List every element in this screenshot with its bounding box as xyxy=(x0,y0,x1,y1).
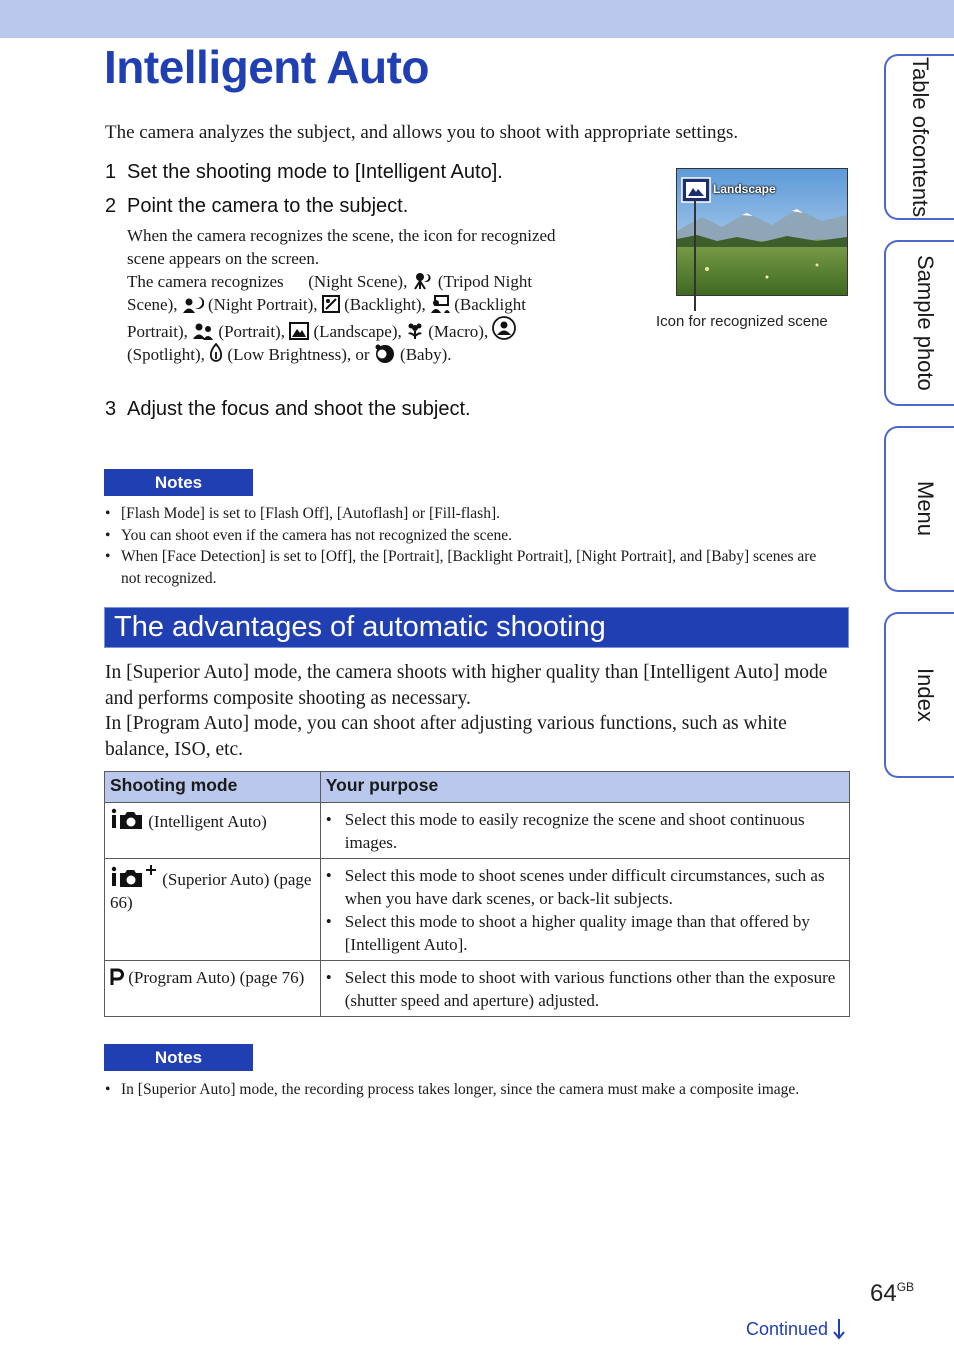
notes-badge: Notes xyxy=(104,469,253,496)
spotlight-icon xyxy=(492,316,516,340)
tab-label-line: contents xyxy=(908,133,933,218)
tripod-night-scene-icon xyxy=(412,272,434,290)
continued-link[interactable] xyxy=(746,1318,845,1340)
intelligent-auto-icon xyxy=(110,808,144,830)
recognition-explanation: When the camera recognizes the scene, the icon for recognized scene appears on the screen. xyxy=(127,226,556,268)
notes-list xyxy=(105,1079,835,1101)
mode-cell xyxy=(105,803,321,859)
mode-label: (Intelligent Auto) xyxy=(148,812,267,831)
tab-table-of-contents[interactable] xyxy=(884,54,954,220)
tab-menu[interactable] xyxy=(884,426,954,592)
tab-label xyxy=(886,56,954,218)
page-suffix: GB xyxy=(896,1280,915,1294)
backlight-portrait-icon xyxy=(430,295,450,313)
page-number xyxy=(870,1280,914,1308)
caption-pointer-line xyxy=(694,198,696,311)
tab-label: Menu xyxy=(913,481,938,537)
note-item: • In [Superior Auto] mode, the recording process takes longer, since the camera must make a composite image. xyxy=(105,1079,835,1101)
shooting-mode-table xyxy=(104,771,850,1017)
scene-label: (Backlight Portrait), xyxy=(127,295,526,341)
photo-overlay-label: Landscape xyxy=(713,182,776,196)
arrow-down-icon xyxy=(833,1318,845,1340)
purpose-item: • Select this mode to shoot a higher quality image than that offered by [Intelligent Auto]. xyxy=(326,910,844,956)
night-scene-icon xyxy=(288,272,304,290)
step-2-detail xyxy=(127,224,562,366)
table-header-row xyxy=(105,772,850,803)
section-heading: The advantages of automatic shooting xyxy=(104,607,849,648)
note-item: • You can shoot even if the camera has not recognized the scene. xyxy=(105,525,835,547)
note-item: • [Flash Mode] is set to [Flash Off], [Autoflash] or [Fill-flash]. xyxy=(105,503,835,525)
step-text: Set the shooting mode to [Intelligent Auto]. xyxy=(127,161,503,183)
purpose-item: • Select this mode to shoot with various functions other than the exposure (shutter speed and aperture) adjusted. xyxy=(326,966,844,1012)
section-paragraph: In [Program Auto] mode, you can shoot after adjusting various functions, such as white balance, ISO, etc. xyxy=(105,713,787,760)
tab-label: Index xyxy=(913,668,938,722)
table-row xyxy=(105,859,850,961)
tab-label-line: Table of xyxy=(908,56,933,134)
step-number: 1 xyxy=(105,161,117,183)
tab-sample-photo[interactable] xyxy=(884,240,954,406)
page-title: Intelligent Auto xyxy=(104,41,430,93)
macro-icon xyxy=(406,322,424,340)
page-number-value: 64 xyxy=(870,1280,897,1307)
continued-label: Continued xyxy=(746,1319,829,1339)
program-auto-icon xyxy=(110,968,124,986)
purpose-item: • Select this mode to shoot scenes under difficult circumstances, such as when you have dark scenes, or back-lit subjects. xyxy=(326,864,844,910)
tab-index[interactable] xyxy=(884,612,954,778)
column-header: Your purpose xyxy=(320,772,849,803)
scene-label: (Low Brightness), or xyxy=(227,345,370,364)
night-portrait-icon xyxy=(182,295,204,313)
scene-label: (Backlight), xyxy=(344,295,426,314)
superior-auto-icon xyxy=(110,864,158,888)
backlight-icon xyxy=(322,295,340,313)
purpose-cell xyxy=(320,803,849,859)
notes-badge: Notes xyxy=(104,1044,253,1071)
scene-list xyxy=(127,270,562,366)
column-header: Shooting mode xyxy=(105,772,321,803)
section-paragraph: In [Superior Auto] mode, the camera shoots with higher quality than [Intelligent Auto] mode and performs composite shooting as necessary. xyxy=(105,662,828,709)
scene-label: (Night Scene), xyxy=(308,272,408,291)
purpose-cell xyxy=(320,961,849,1017)
scene-label: (Baby). xyxy=(400,345,452,364)
scene-label: (Night Portrait), xyxy=(208,295,318,314)
scene-label: (Portrait), xyxy=(218,322,285,341)
scene-list-prefix: The camera recognizes xyxy=(127,272,284,291)
step-text: Point the camera to the subject. xyxy=(127,195,409,217)
landscape-sample-photo xyxy=(676,168,848,296)
top-band xyxy=(0,0,954,38)
purpose-cell xyxy=(320,859,849,961)
step-2 xyxy=(105,195,408,218)
scene-label: (Landscape), xyxy=(313,322,402,341)
scene-label: (Tripod Night Scene), xyxy=(127,272,533,314)
step-1 xyxy=(105,161,503,184)
purpose-item: • Select this mode to easily recognize the scene and shoot continuous images. xyxy=(326,808,844,854)
photo-caption: Icon for recognized scene xyxy=(656,313,828,330)
scene-label: (Macro), xyxy=(428,322,489,341)
mode-label: (Program Auto) (page 76) xyxy=(128,968,305,987)
section-body xyxy=(105,660,850,762)
tab-label: Sample photo xyxy=(913,255,938,391)
scene-label: (Spotlight), xyxy=(127,345,205,364)
table-row xyxy=(105,803,850,859)
low-brightness-icon xyxy=(209,343,223,363)
notes-list xyxy=(105,503,835,589)
mode-cell xyxy=(105,859,321,961)
step-number: 2 xyxy=(105,195,117,217)
portrait-icon xyxy=(192,322,214,340)
baby-icon xyxy=(374,343,396,363)
mode-label: (Superior Auto) (page 66) xyxy=(110,870,312,912)
intro-text: The camera analyzes the subject, and allows you to shoot with appropriate settings. xyxy=(105,122,739,143)
step-text: Adjust the focus and shoot the subject. xyxy=(127,398,471,420)
landscape-icon xyxy=(289,322,309,340)
mode-cell xyxy=(105,961,321,1017)
table-row xyxy=(105,961,850,1017)
step-number: 3 xyxy=(105,398,117,420)
step-3 xyxy=(105,398,471,421)
note-item: • When [Face Detection] is set to [Off], the [Portrait], [Backlight Portrait], [Night Portrait], and [Baby] scenes are not recognized. xyxy=(105,546,835,589)
